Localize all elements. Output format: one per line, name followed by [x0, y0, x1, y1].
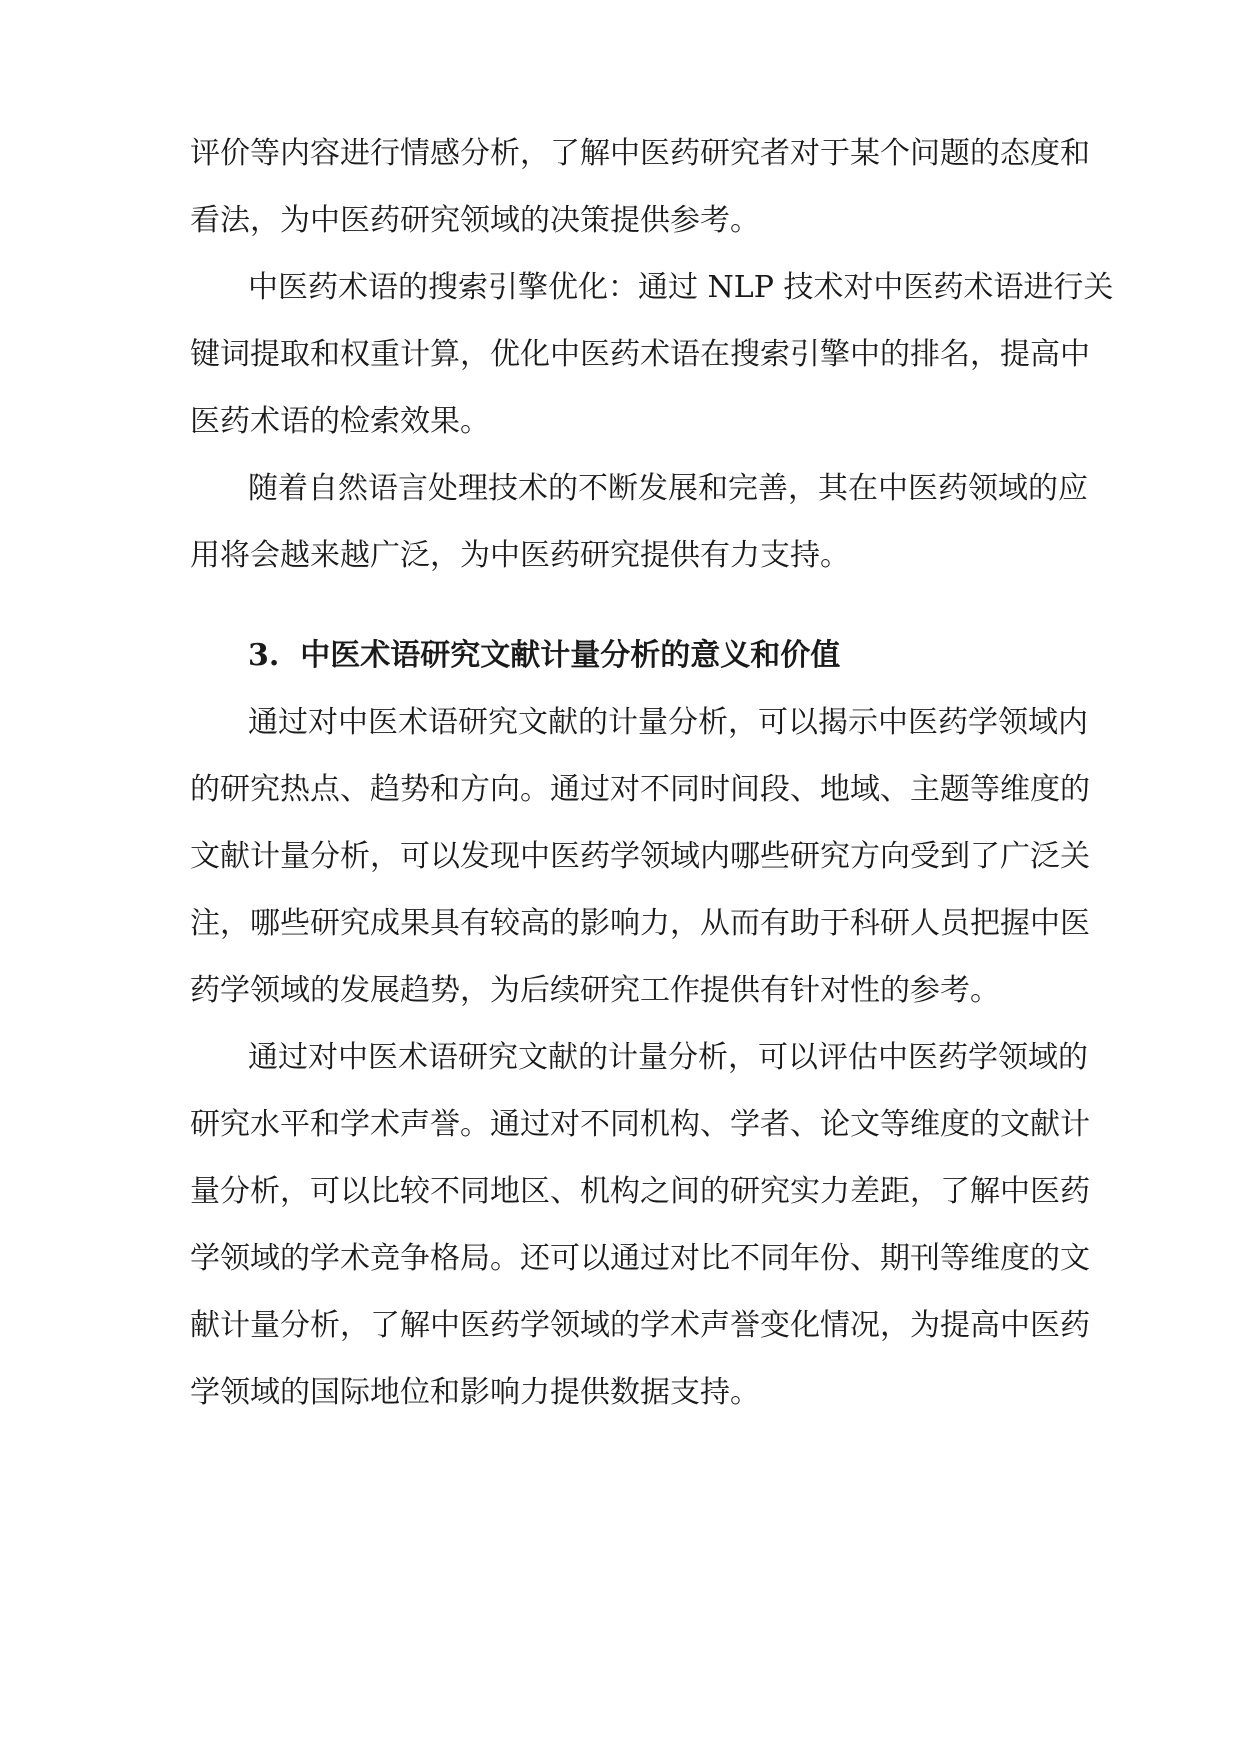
paragraph-line: 医药术语的检索效果。	[190, 404, 490, 439]
paragraph-line: 药学领域的发展趋势，为后续研究工作提供有针对性的参考。	[190, 973, 1000, 1008]
paragraph-line: 中医药术语的搜索引擎优化：通过 NLP 技术对中医药术语进行关	[248, 270, 1114, 305]
paragraph-line: 量分析，可以比较不同地区、机构之间的研究实力差距，了解中医药	[190, 1174, 1090, 1209]
paragraph-line: 注，哪些研究成果具有较高的影响力，从而有助于科研人员把握中医	[190, 906, 1090, 941]
paragraph-line: 献计量分析，了解中医药学领域的学术声誉变化情况，为提高中医药	[190, 1308, 1090, 1343]
paragraph-line: 键词提取和权重计算，优化中医药术语在搜索引擎中的排名，提高中	[190, 337, 1090, 372]
paragraph-line: 的研究热点、趋势和方向。通过对不同时间段、地域、主题等维度的	[190, 772, 1090, 807]
paragraph-line: 随着自然语言处理技术的不断发展和完善，其在中医药领域的应	[248, 471, 1088, 506]
paragraph-line: 学领域的学术竞争格局。还可以通过对比不同年份、期刊等维度的文	[190, 1241, 1090, 1276]
paragraph-line: 文献计量分析，可以发现中医药学领域内哪些研究方向受到了广泛关	[190, 839, 1090, 874]
paragraph-line: 评价等内容进行情感分析，了解中医药研究者对于某个问题的态度和	[190, 136, 1090, 171]
paragraph-line: 通过对中医术语研究文献的计量分析，可以揭示中医药学领域内	[248, 705, 1088, 740]
paragraph-line: 研究水平和学术声誉。通过对不同机构、学者、论文等维度的文献计	[190, 1107, 1090, 1142]
paragraph-line: 通过对中医术语研究文献的计量分析，可以评估中医药学领域的	[248, 1040, 1088, 1075]
paragraph-line: 用将会越来越广泛，为中医药研究提供有力支持。	[190, 538, 850, 573]
paragraph-line: 看法，为中医药研究领域的决策提供参考。	[190, 203, 760, 238]
section-heading: 3. 中医术语研究文献计量分析的意义和价值	[248, 638, 841, 673]
paragraph-line: 学领域的国际地位和影响力提供数据支持。	[190, 1375, 760, 1410]
